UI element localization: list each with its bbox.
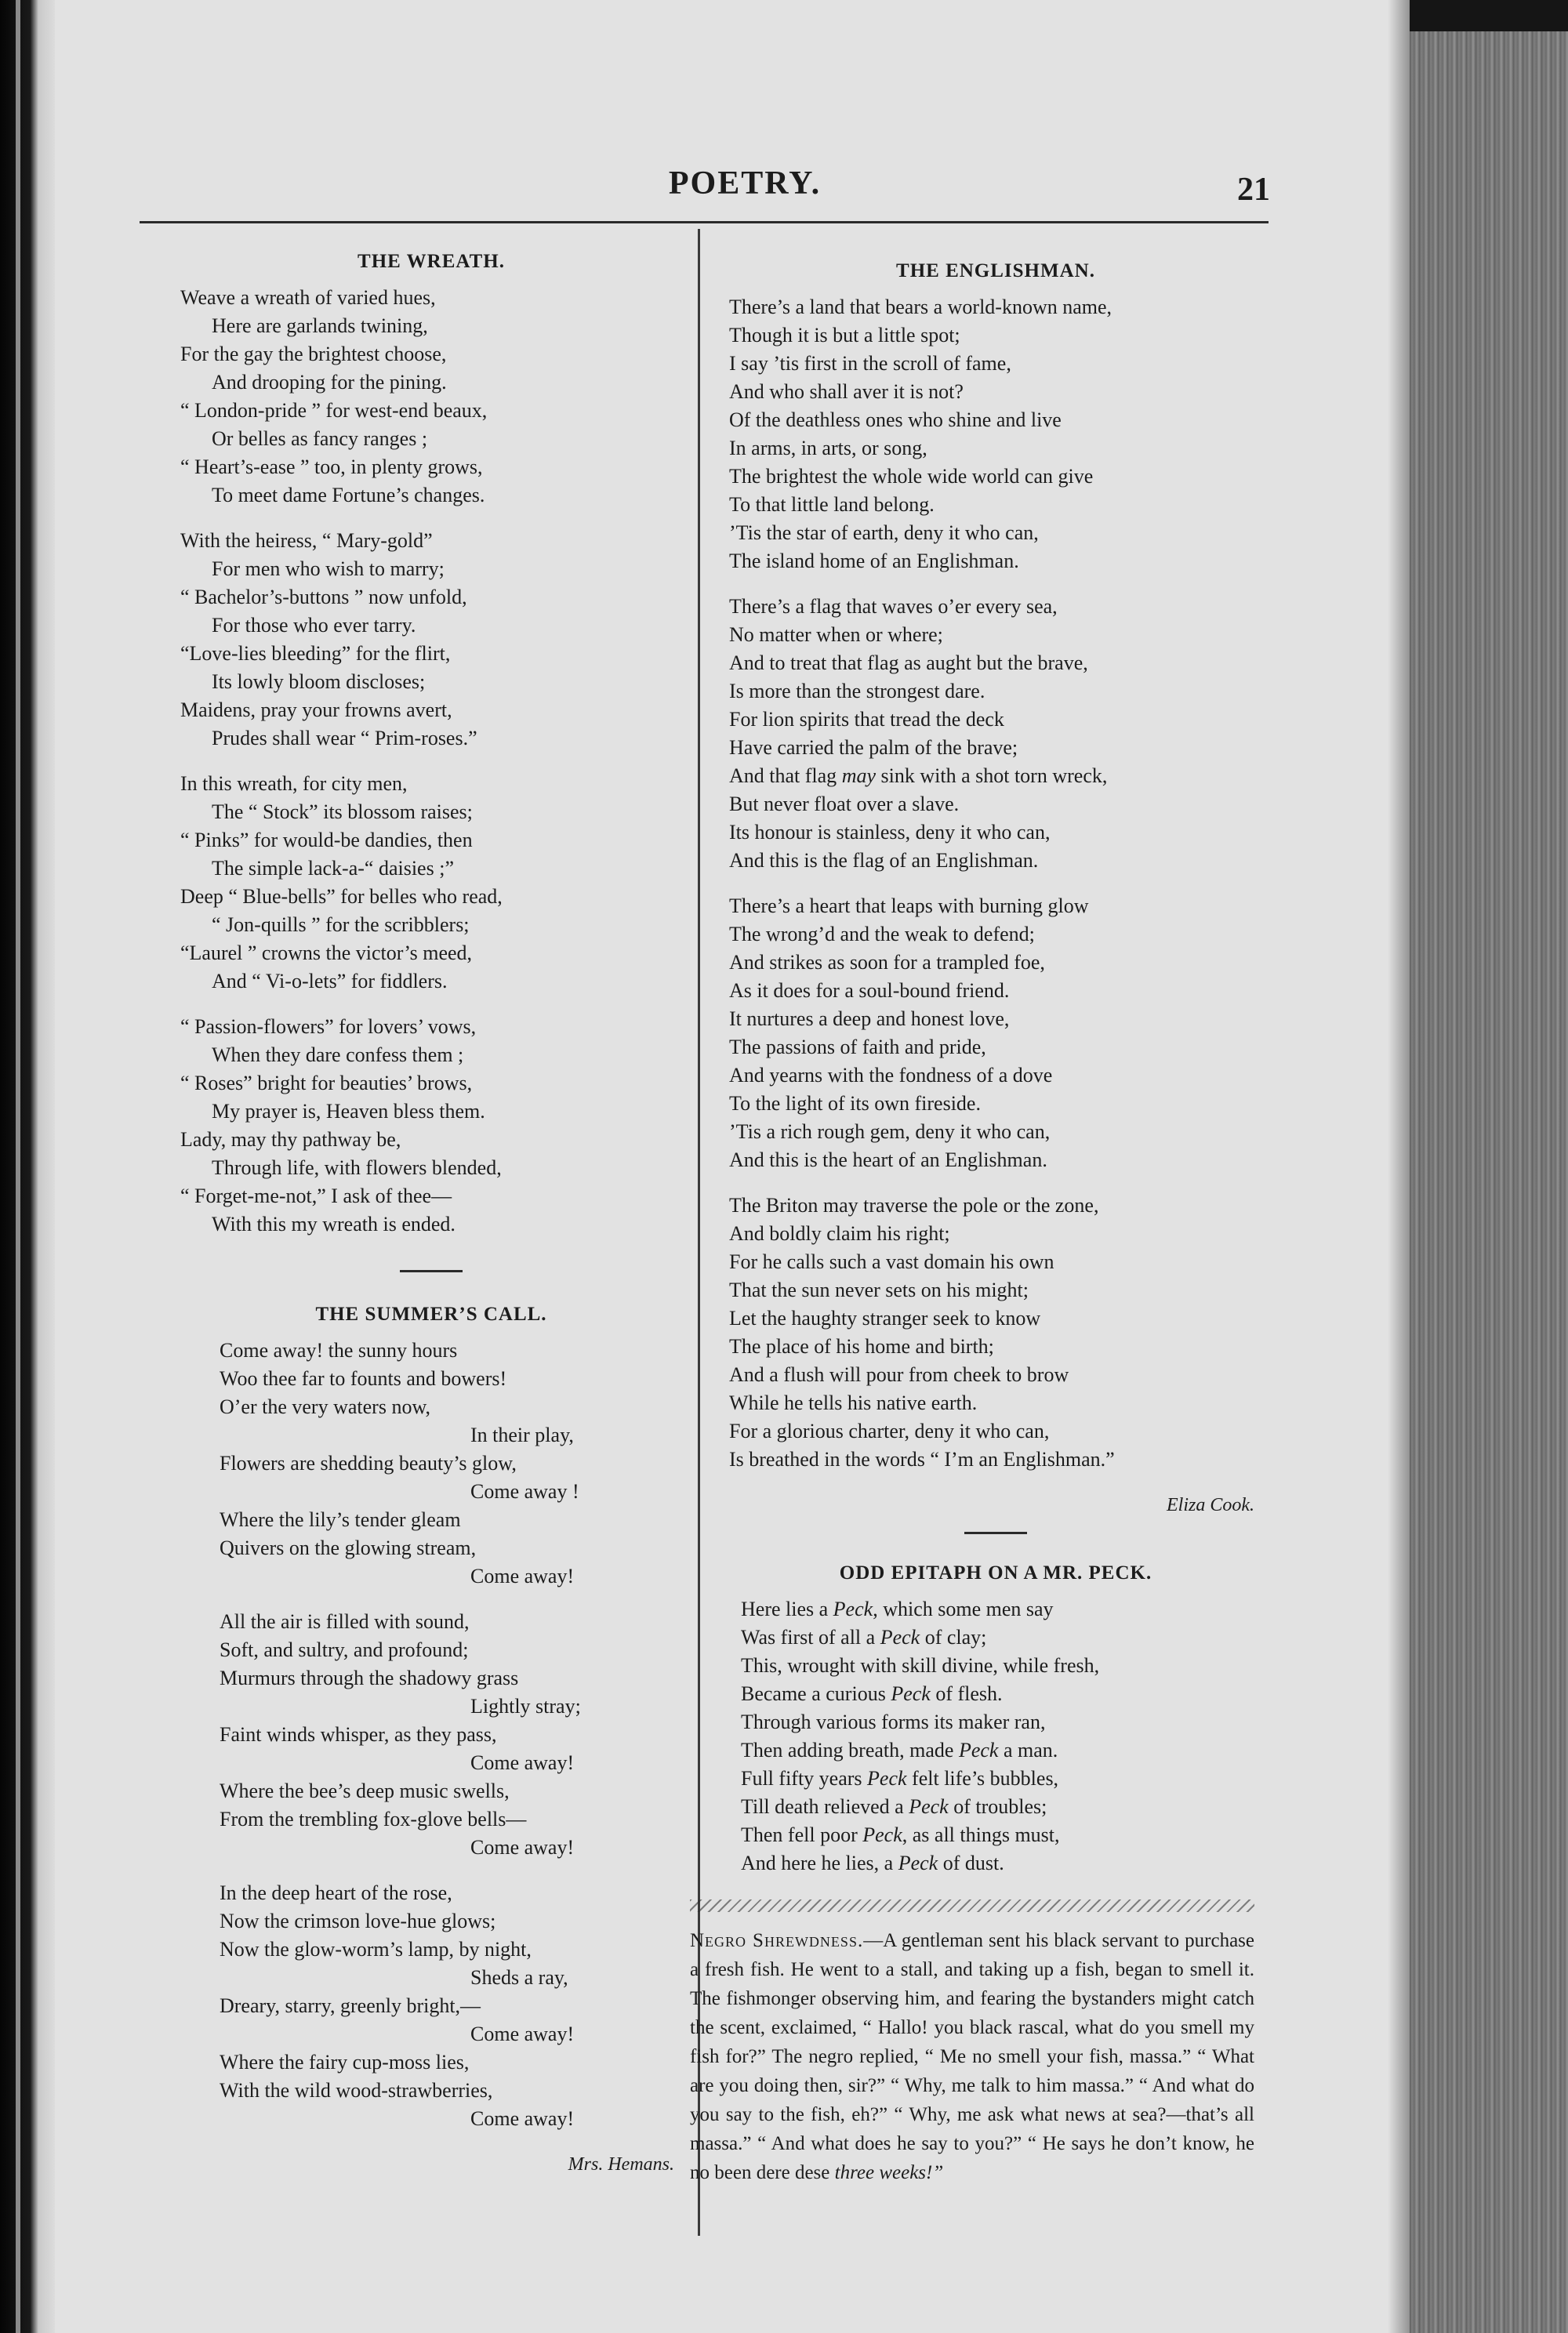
poem-line: All the air is filled with sound,	[220, 1610, 470, 1633]
poem-line: Is more than the strongest dare.	[729, 680, 985, 702]
poem-line: Quivers on the glowing stream,	[220, 1537, 477, 1559]
poem-line: Lightly stray;	[470, 1695, 581, 1718]
poem-title: THE WREATH.	[358, 251, 505, 272]
poem-line: “ London-pride ” for west-end beaux,	[180, 399, 488, 422]
stanza	[180, 770, 682, 996]
poem-line: And here he lies, a Peck of dust.	[741, 1852, 1004, 1874]
poem-line: To that little land belong.	[729, 493, 935, 516]
poem-the-summers-call	[180, 1304, 682, 2179]
poem-title: ODD EPITAPH ON A MR. PECK.	[839, 1562, 1152, 1584]
poem-line: “ Jon-quills ” for the scribblers;	[212, 913, 470, 936]
poem-line: In the deep heart of the rose,	[220, 1881, 452, 1904]
poem-line: Then fell poor Peck, as all things must,	[741, 1823, 1060, 1846]
poem-line: Now the glow-worm’s lamp, by night,	[220, 1938, 532, 1961]
poem-line: Come away!	[470, 1751, 575, 1774]
poem-line: ’Tis a rich rough gem, deny it who can,	[729, 1120, 1051, 1143]
poem-line: Through life, with flowers blended,	[212, 1156, 502, 1179]
poem-line: And boldly claim his right;	[729, 1222, 950, 1245]
poem-line: In their play,	[470, 1424, 574, 1446]
poem-line: Murmurs through the shadowy grass	[220, 1667, 519, 1689]
poem-line: My prayer is, Heaven bless them.	[212, 1100, 485, 1123]
poem-line: For men who wish to marry;	[212, 557, 445, 580]
poem-line: Of the deathless ones who shine and live	[729, 408, 1062, 431]
poem-line: And who shall aver it is not?	[729, 380, 964, 403]
stanza	[741, 1595, 1262, 1878]
poem-line: Though it is but a little spot;	[729, 324, 960, 347]
poem-line: Here are garlands twining,	[212, 314, 428, 337]
poem-line: The island home of an Englishman.	[729, 550, 1019, 572]
poem-line: ’Tis the star of earth, deny it who can,	[729, 521, 1039, 544]
stanza	[220, 1879, 682, 2133]
poem-line: Let the haughty stranger seek to know	[729, 1307, 1041, 1330]
anecdote-heading: Negro Shrewdness.	[690, 1930, 864, 1951]
poem-line: Or belles as fancy ranges ;	[212, 427, 428, 450]
poem-line: Sheds a ray,	[470, 1966, 568, 1989]
poem-title: THE SUMMER’S CALL.	[315, 1304, 547, 1325]
poem-line: As it does for a soul-bound friend.	[729, 979, 1010, 1002]
page-shadow	[1388, 0, 1410, 2333]
poem-line: Come away !	[470, 1480, 579, 1503]
section-rule	[964, 1532, 1027, 1534]
poem-line: And drooping for the pining.	[212, 371, 447, 394]
poem-line: Became a curious Peck of flesh.	[741, 1682, 1003, 1705]
poem-line: Dreary, starry, greenly bright,—	[220, 1994, 481, 2017]
poem-line: For a glorious charter, deny it who can,	[729, 1420, 1050, 1442]
poem-line: There’s a land that bears a world-known name,	[729, 296, 1112, 318]
wavy-divider	[690, 1899, 1254, 1912]
poem-the-wreath	[180, 251, 682, 1239]
poem-line: Maidens, pray your frowns avert,	[180, 698, 452, 721]
poem-line: Is breathed in the words “ I’m an Englishman.”	[729, 1448, 1115, 1471]
poem-line: Full fifty years Peck felt life’s bubbles,	[741, 1767, 1059, 1790]
poem-line: I say ’tis first in the scroll of fame,	[729, 352, 1011, 375]
poem-line: Where the bee’s deep music swells,	[220, 1780, 510, 1802]
binding-line	[16, 0, 20, 2333]
poem-line: With the heiress, “ Mary-gold”	[180, 529, 433, 552]
poem-line: In this wreath, for city men,	[180, 772, 408, 795]
poem-author: Mrs. Hemans.	[568, 2154, 674, 2175]
poem-body	[729, 293, 1262, 1474]
poem-line: And this is the heart of an Englishman.	[729, 1148, 1047, 1171]
poem-line: The brightest the whole wide world can give	[729, 465, 1094, 488]
poem-line: For lion spirits that tread the deck	[729, 708, 1004, 731]
poem-line: Here lies a Peck, which some men say	[741, 1598, 1054, 1620]
poem-line: Now the crimson love-hue glows;	[220, 1910, 496, 1932]
poem-line: Come away!	[470, 2023, 575, 2045]
poem-the-englishman	[729, 260, 1262, 1519]
poem-line: “ Roses” bright for beauties’ brows,	[180, 1072, 473, 1094]
poem-line: Faint winds whisper, as they pass,	[220, 1723, 497, 1746]
left-column	[180, 251, 682, 2179]
poem-body	[180, 284, 682, 1239]
running-title: POETRY.	[668, 165, 822, 201]
poem-line: Till death relieved a Peck of troubles;	[741, 1795, 1047, 1818]
poem-line: Come away! the sunny hours	[220, 1339, 458, 1362]
poem-author: Eliza Cook.	[1167, 1495, 1254, 1515]
poem-line: Flowers are shedding beauty’s glow,	[220, 1452, 517, 1475]
poem-line: For the gay the brightest choose,	[180, 343, 447, 365]
stanza	[729, 1192, 1262, 1474]
poem-line: There’s a heart that leaps with burning glow	[729, 894, 1089, 917]
poem-line: Have carried the palm of the brave;	[729, 736, 1018, 759]
poem-line: “ Passion-flowers” for lovers’ vows,	[180, 1015, 477, 1038]
poem-line: When they dare confess them ;	[212, 1043, 464, 1066]
poem-line: “ Pinks” for would-be dandies, then	[180, 829, 473, 851]
poem-line: To meet dame Fortune’s changes.	[212, 484, 485, 506]
stanza	[220, 1608, 682, 1862]
poem-line: The Briton may traverse the pole or the zone,	[729, 1194, 1099, 1217]
stanza	[729, 293, 1262, 575]
poem-line: Soft, and sultry, and profound;	[220, 1638, 469, 1661]
poem-line: Come away!	[470, 2107, 575, 2130]
anecdote-negro-shrewdness	[690, 1926, 1254, 2187]
scan-left-edge	[0, 0, 55, 2333]
book-fore-edge	[1410, 31, 1568, 2333]
poem-line: And a flush will pour from cheek to brow	[729, 1363, 1069, 1386]
poem-line: “ Forget-me-not,” I ask of thee—	[180, 1185, 452, 1207]
poem-line: That the sun never sets on his might;	[729, 1279, 1029, 1301]
stanza	[729, 593, 1262, 875]
poem-line: There’s a flag that waves o’er every sea,	[729, 595, 1058, 618]
poem-line: The place of his home and birth;	[729, 1335, 994, 1358]
stanza	[180, 1013, 682, 1239]
poem-line: With this my wreath is ended.	[212, 1213, 456, 1235]
poem-line: From the trembling fox-glove bells—	[220, 1808, 527, 1830]
poem-line: And to treat that flag as aught but the brave,	[729, 651, 1088, 674]
poem-line: And this is the flag of an Englishman.	[729, 849, 1039, 872]
poem-line: Come away!	[470, 1565, 575, 1587]
poem-line: For those who ever tarry.	[212, 614, 416, 637]
poem-line: And that flag may sink with a shot torn wreck,	[729, 764, 1108, 787]
poem-line: Deep “ Blue-bells” for belles who read,	[180, 885, 503, 908]
poem-line: The wrong’d and the weak to defend;	[729, 923, 1035, 945]
poem-line: Come away!	[470, 1836, 575, 1859]
stanza	[220, 1337, 682, 1591]
poem-title: THE ENGLISHMAN.	[896, 260, 1095, 281]
header-rule	[140, 221, 1269, 223]
right-column	[690, 260, 1262, 2187]
poem-line: The simple lack-a-“ daisies ;”	[212, 857, 454, 880]
poem-line: But never float over a slave.	[729, 793, 960, 815]
poem-line: “Laurel ” crowns the victor’s meed,	[180, 942, 473, 964]
poem-line: And strikes as soon for a trampled foe,	[729, 951, 1045, 974]
poem-line: Was first of all a Peck of clay;	[741, 1626, 987, 1649]
poem-line: Prudes shall wear “ Prim-roses.”	[212, 727, 477, 749]
anecdote-ending: three weeks!”	[834, 2162, 944, 2183]
stanza	[729, 892, 1262, 1174]
poem-line: Where the lily’s tender gleam	[220, 1508, 461, 1531]
poem-line: To the light of its own fireside.	[729, 1092, 981, 1115]
poem-line: With the wild wood-strawberries,	[220, 2079, 493, 2102]
poem-line: Where the fairy cup-moss lies,	[220, 2051, 470, 2074]
poem-line: Woo thee far to founts and bowers!	[220, 1367, 507, 1390]
poem-line: “Love-lies bleeding” for the flirt,	[180, 642, 451, 665]
poem-line: Lady, may thy pathway be,	[180, 1128, 401, 1151]
section-rule	[400, 1270, 463, 1272]
poem-line: And “ Vi-o-lets” for fiddlers.	[212, 970, 448, 992]
poem-odd-epitaph	[729, 1562, 1262, 1878]
poem-line: Its lowly bloom discloses;	[212, 670, 426, 693]
poem-line: Weave a wreath of varied hues,	[180, 286, 436, 309]
poem-body	[729, 1595, 1262, 1878]
page-number: 21	[1237, 172, 1270, 208]
stanza	[180, 527, 682, 753]
anecdote-body: —A gentleman sent his black servant to purchase a fresh fish. He went to a stall, and taking up a fish, began to smell it. The fishmonger observing him, and fearing the bystanders might catch the scent, exclaimed, “ Hallo! you black rascal, what do you smell my fish for?” The negro replied, “ Me no smell your fish, massa.” “ What are you doing then, sir?” “ Why, me talk to him massa.” “ And what do you say to the fish, eh?” “ Why, me ask what news at sea?—that’s all massa.” “ And what does he say to you?” “ He says he don’t know, he no been dere dese	[690, 1930, 1254, 2183]
poem-line: The passions of faith and pride,	[729, 1036, 986, 1058]
poem-line: It nurtures a deep and honest love,	[729, 1007, 1010, 1030]
poem-line: This, wrought with skill divine, while fresh,	[741, 1654, 1100, 1677]
poem-line: In arms, in arts, or song,	[729, 437, 927, 459]
poem-line: And yearns with the fondness of a dove	[729, 1064, 1053, 1087]
poem-line: “ Heart’s-ease ” too, in plenty grows,	[180, 455, 483, 478]
poem-line: The “ Stock” its blossom raises;	[212, 800, 473, 823]
poem-line: “ Bachelor’s-buttons ” now unfold,	[180, 586, 467, 608]
poem-line: For he calls such a vast domain his own	[729, 1250, 1054, 1273]
poem-line: O’er the very waters now,	[220, 1395, 431, 1418]
poem-body	[180, 1337, 682, 2133]
poem-line: Through various forms its maker ran,	[741, 1711, 1046, 1733]
poem-line: Its honour is stainless, deny it who can,	[729, 821, 1051, 844]
poem-line: No matter when or where;	[729, 623, 943, 646]
poem-line: While he tells his native earth.	[729, 1391, 978, 1414]
poem-line: Then adding breath, made Peck a man.	[741, 1739, 1058, 1762]
stanza	[180, 284, 682, 510]
